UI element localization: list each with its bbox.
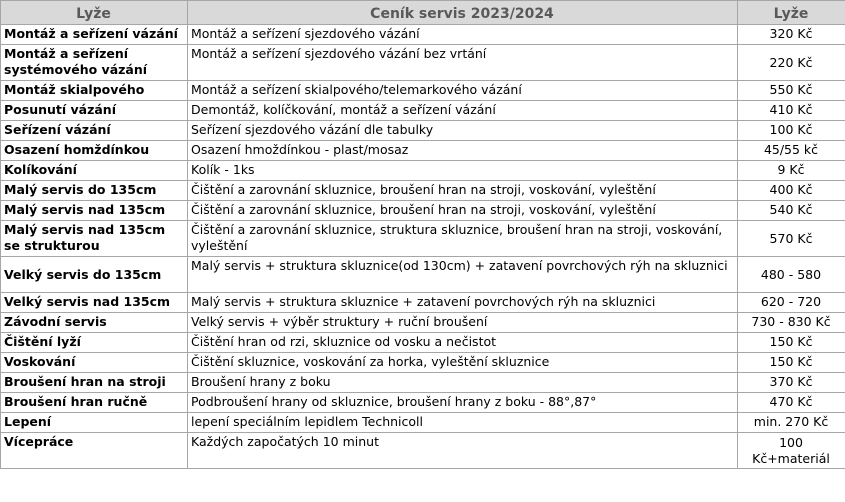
service-description: Broušení hrany z boku <box>188 373 738 393</box>
service-price: 9 Kč <box>738 161 845 181</box>
service-name: Malý servis nad 135cm se strukturou <box>1 221 188 257</box>
service-description: lepení speciálním lepidlem Technicoll <box>188 413 738 433</box>
service-price: 320 Kč <box>738 25 845 45</box>
service-price: 400 Kč <box>738 181 845 201</box>
table-row <box>1 293 845 313</box>
table-row <box>1 313 845 333</box>
service-name: Posunutí vázání <box>1 101 188 121</box>
table-row <box>1 45 845 81</box>
service-price: 570 Kč <box>738 221 845 257</box>
service-name: Voskování <box>1 353 188 373</box>
service-description: Malý servis + struktura skluznice(od 130cm) + zatavení povrchových rýh na skluznici <box>188 257 738 293</box>
service-name: Malý servis do 135cm <box>1 181 188 201</box>
service-name: Velký servis do 135cm <box>1 257 188 293</box>
service-name: Osazení homždínkou <box>1 141 188 161</box>
service-price: 150 Kč <box>738 353 845 373</box>
service-description: Podbroušení hrany od skluznice, broušení hrany z boku - 88°,87° <box>188 393 738 413</box>
service-description: Seřízení sjezdového vázání dle tabulky <box>188 121 738 141</box>
header-service: Lyže <box>1 1 188 25</box>
service-price: 410 Kč <box>738 101 845 121</box>
service-price: 480 - 580 <box>738 257 845 293</box>
service-price: 620 - 720 <box>738 293 845 313</box>
service-price: 100 Kč <box>738 121 845 141</box>
service-price: 220 Kč <box>738 45 845 81</box>
table-row <box>1 433 845 469</box>
service-description: Čištění a zarovnání skluznice, struktura skluznice, broušení hran na stroji, voskování, vyleštění <box>188 221 738 257</box>
table-row <box>1 373 845 393</box>
table-row <box>1 333 845 353</box>
service-price: min. 270 Kč <box>738 413 845 433</box>
service-price: 150 Kč <box>738 333 845 353</box>
service-description: Čištění a zarovnání skluznice, broušení hran na stroji, voskování, vyleštění <box>188 201 738 221</box>
service-name: Kolíkování <box>1 161 188 181</box>
service-name: Seřízení vázání <box>1 121 188 141</box>
service-description: Velký servis + výběr struktury + ruční broušení <box>188 313 738 333</box>
service-price: 100 Kč+materiál <box>738 433 845 469</box>
header-price-list-title: Ceník servis 2023/2024 <box>188 1 738 25</box>
service-name: Závodní servis <box>1 313 188 333</box>
table-row <box>1 141 845 161</box>
service-name: Broušení hran ručně <box>1 393 188 413</box>
table-row <box>1 161 845 181</box>
table-row <box>1 201 845 221</box>
service-description: Čištění hran od rzi, skluznice od vosku a nečistot <box>188 333 738 353</box>
service-name: Montáž skialpového <box>1 81 188 101</box>
service-description: Malý servis + struktura skluznice + zatavení povrchových rýh na skluznici <box>188 293 738 313</box>
service-name: Vícepráce <box>1 433 188 469</box>
header-row <box>1 1 845 25</box>
service-name: Velký servis nad 135cm <box>1 293 188 313</box>
service-description: Každých započatých 10 minut <box>188 433 738 469</box>
service-price: 540 Kč <box>738 201 845 221</box>
table-row <box>1 181 845 201</box>
table-row <box>1 393 845 413</box>
header-price: Lyže <box>738 1 845 25</box>
table-row <box>1 81 845 101</box>
service-name: Montáž a seřízení systémového vázání <box>1 45 188 81</box>
service-price: 370 Kč <box>738 373 845 393</box>
service-price: 45/55 kč <box>738 141 845 161</box>
table-row <box>1 25 845 45</box>
table-row <box>1 221 845 257</box>
service-name: Broušení hran na stroji <box>1 373 188 393</box>
service-name: Montáž a seřízení vázání <box>1 25 188 45</box>
table-row <box>1 257 845 293</box>
service-price: 730 - 830 Kč <box>738 313 845 333</box>
service-description: Montáž a seřízení sjezdového vázání bez vrtání <box>188 45 738 81</box>
table-row <box>1 353 845 373</box>
service-name: Čištění lyží <box>1 333 188 353</box>
service-price: 470 Kč <box>738 393 845 413</box>
service-description: Osazení hmoždínkou - plast/mosaz <box>188 141 738 161</box>
table-row <box>1 101 845 121</box>
service-name: Malý servis nad 135cm <box>1 201 188 221</box>
service-description: Montáž a seřízení sjezdového vázání <box>188 25 738 45</box>
service-name: Lepení <box>1 413 188 433</box>
table-row <box>1 121 845 141</box>
service-description: Čištění skluznice, voskování za horka, vyleštění skluznice <box>188 353 738 373</box>
service-description: Demontáž, kolíčkování, montáž a seřízení vázání <box>188 101 738 121</box>
table-row <box>1 413 845 433</box>
service-price: 550 Kč <box>738 81 845 101</box>
service-description: Kolík - 1ks <box>188 161 738 181</box>
service-description: Čištění a zarovnání skluznice, broušení hran na stroji, voskování, vyleštění <box>188 181 738 201</box>
service-description: Montáž a seřízení skialpového/telemarkového vázání <box>188 81 738 101</box>
